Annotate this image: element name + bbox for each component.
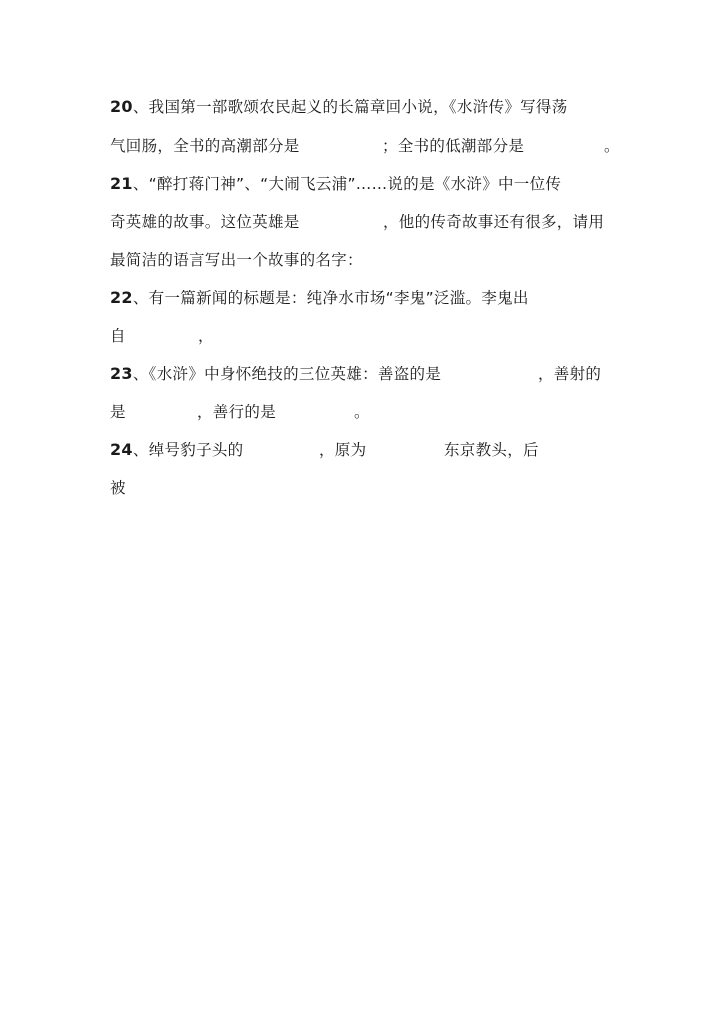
question-text: 、有一篇新闻的标题是：纯净水市场“李鬼”泛滥。李鬼出 [132,289,529,307]
question-21-text-b: ，他的传奇故事还有很多，请用 [383,213,605,231]
question-23-text-c: 是 [110,403,126,421]
question-23-line-1 [110,363,441,385]
question-number: 22 [110,288,133,307]
question-22-text-b: ， [198,327,214,345]
question-20-line-1 [110,96,568,118]
question-24-text-b: ，原为 [319,441,367,459]
question-22-text-a: 自 [110,327,126,345]
question-21-text-a: 奇英雄的故事。这位英雄是 [110,213,300,231]
question-text: 、绰号豹子头的 [132,441,244,459]
question-24-text-d: 被 [110,479,126,497]
question-number: 20 [110,97,133,116]
question-24-line-1 [110,439,243,461]
question-21-line-1 [110,173,561,195]
question-text: 、我国第一部歌颂农民起义的长篇章回小说，《水浒传》写得荡 [132,98,568,116]
question-number: 24 [110,440,133,459]
question-23-text-d: ，善行的是 [197,403,277,421]
question-number: 21 [110,174,133,193]
question-20-text-b: ；全书的低潮部分是 [382,137,525,155]
question-20-text-a: 气回肠，全书的高潮部分是 [110,137,300,155]
question-text: 、“醉打蒋门神”、“大闹飞云浦”……说的是《水浒》中一位传 [132,175,562,193]
question-24-text-c: 东京教头，后 [444,441,539,459]
question-21-text-c: 最简洁的语言写出一个故事的名字： [110,251,363,269]
question-23-text-b: ，善射的 [538,365,602,383]
question-23-text-e: 。 [354,403,370,421]
question-number: 23 [110,364,133,383]
question-22-line-1 [110,287,529,309]
question-text: 、《水浒》中身怀绝技的三位英雄：善盗的是 [132,365,442,383]
question-20-text-c: 。 [604,137,620,155]
